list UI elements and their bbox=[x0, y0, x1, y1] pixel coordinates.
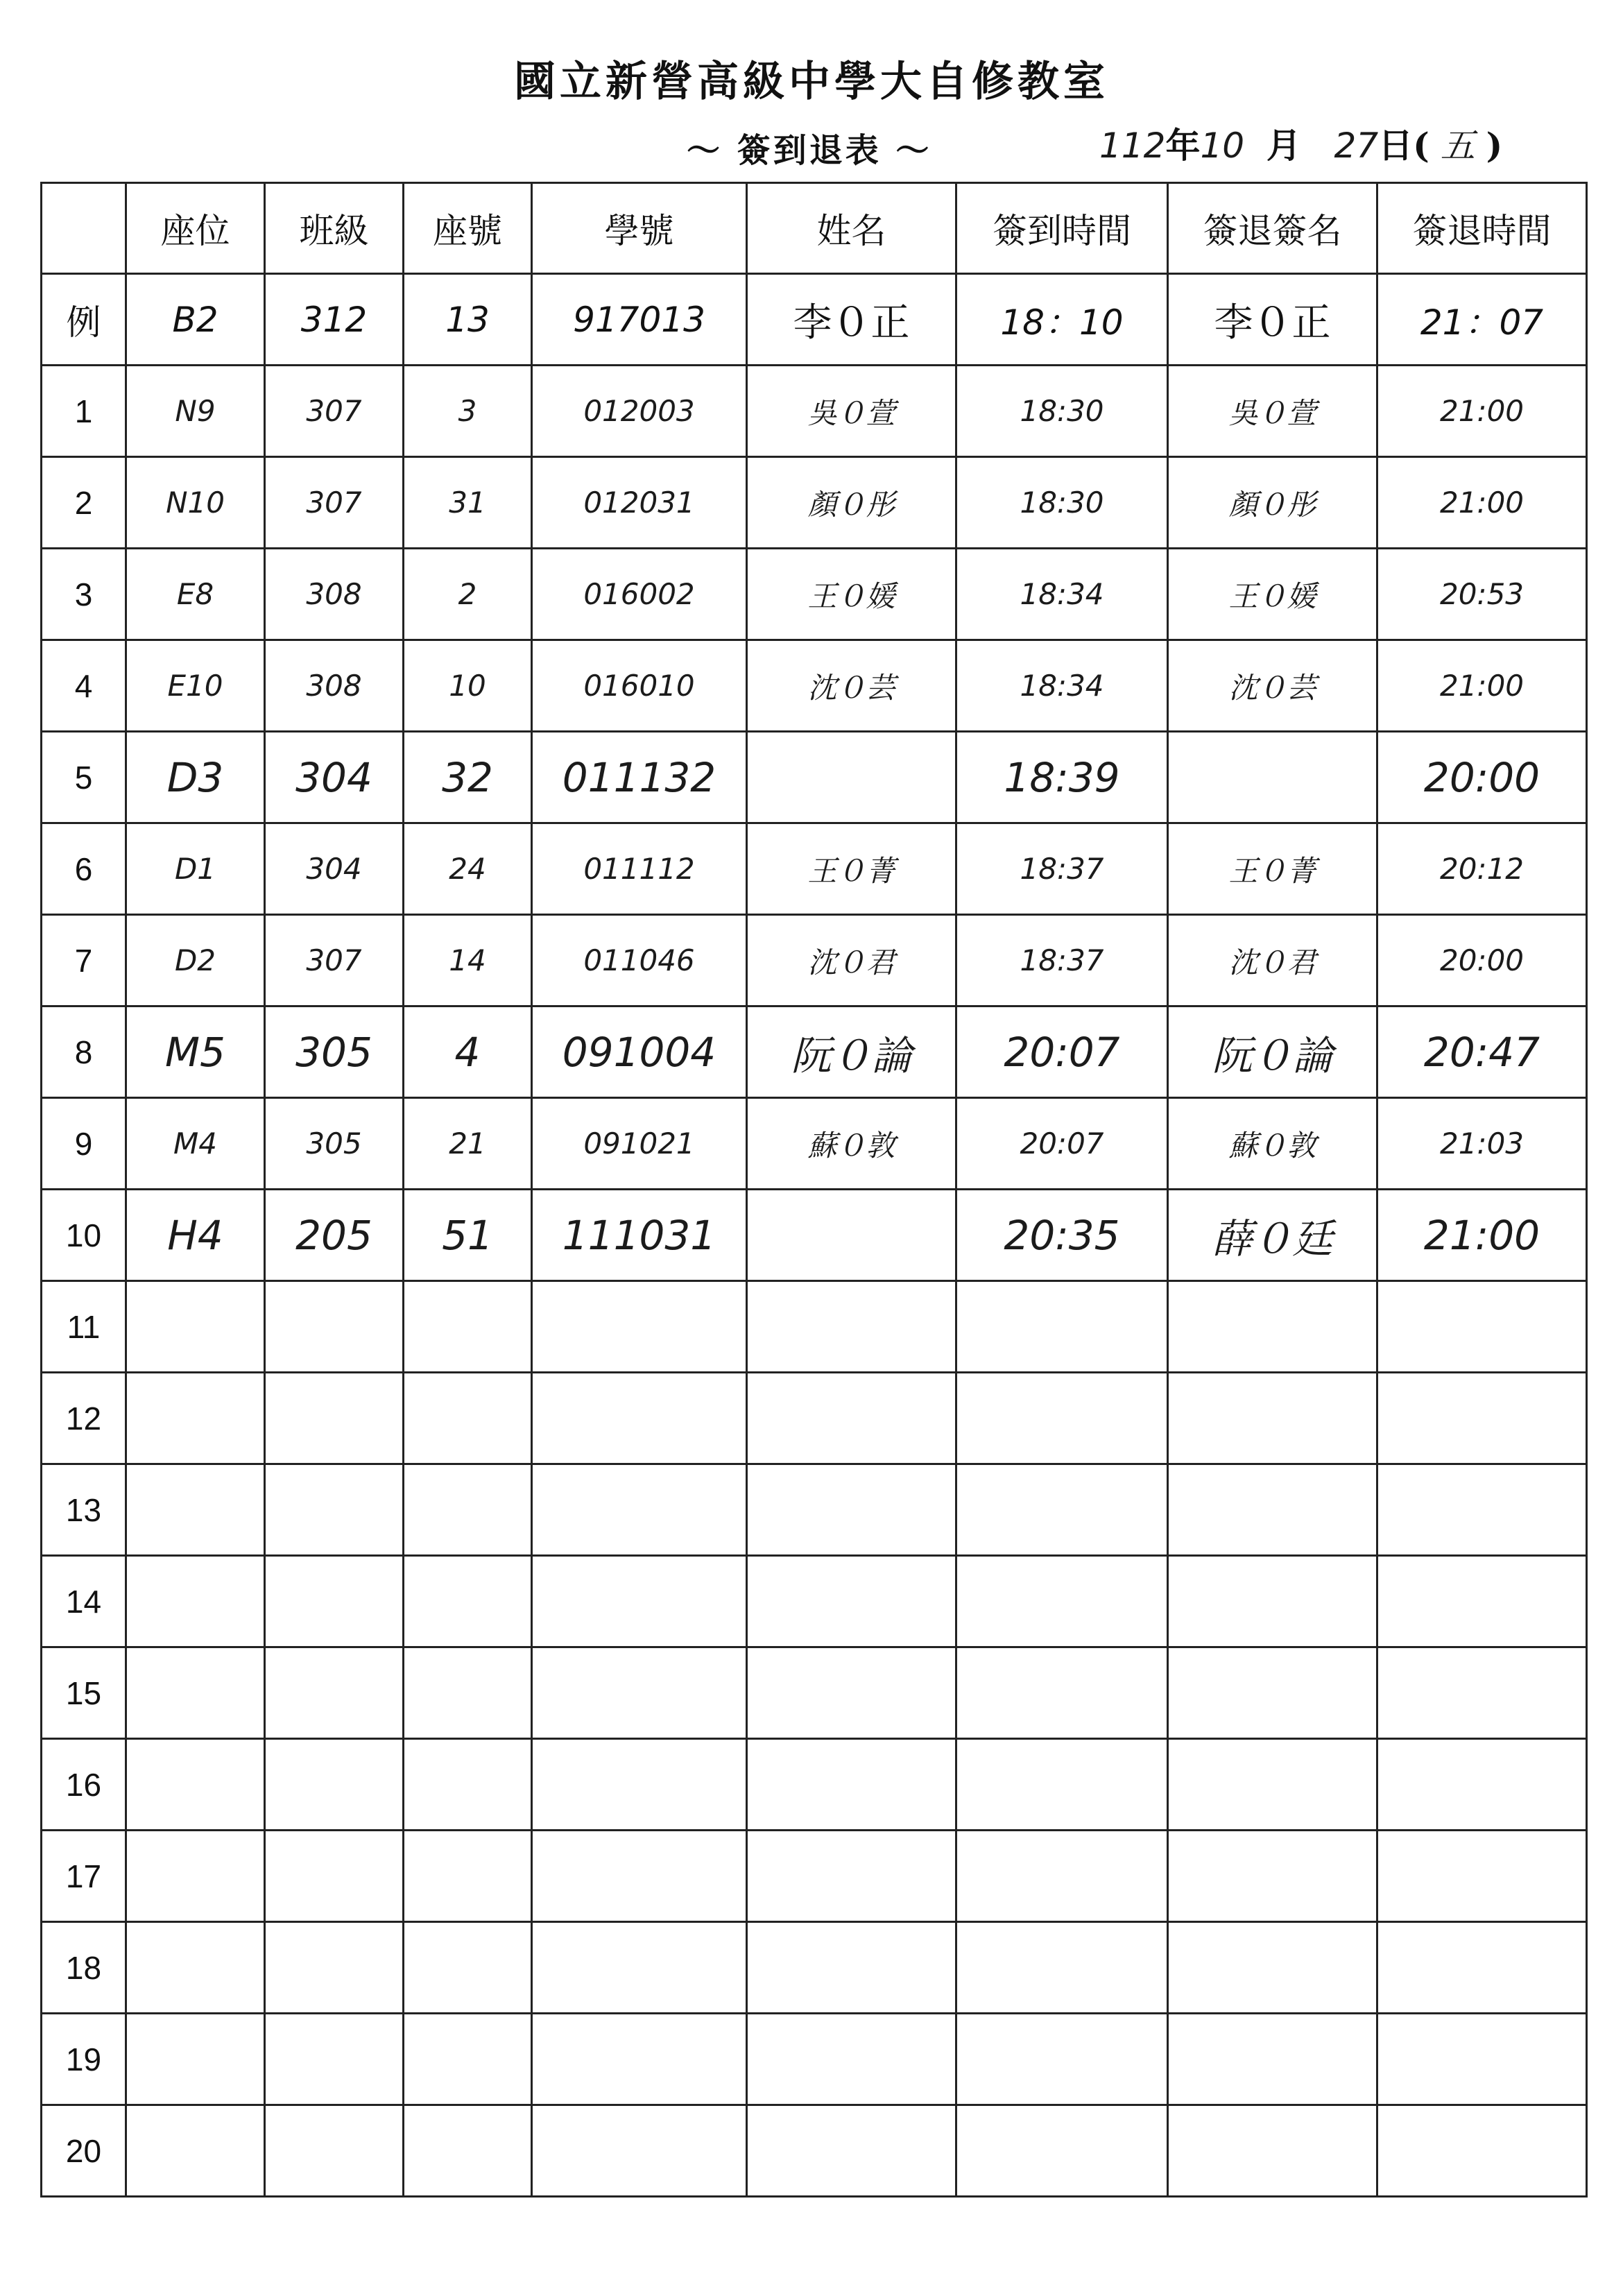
sign-out-signature-cell bbox=[1168, 1373, 1377, 1464]
sign-out-time-cell: 20:53 bbox=[1377, 549, 1587, 640]
header-seat: 座位 bbox=[126, 183, 265, 274]
table-row bbox=[42, 549, 1587, 640]
row-number: 7 bbox=[42, 915, 126, 1006]
row-number: 8 bbox=[42, 1006, 126, 1098]
example-sign-out-name: 李０正 bbox=[1168, 274, 1377, 366]
student-id-cell: 011132 bbox=[532, 732, 747, 823]
row-number: 6 bbox=[42, 823, 126, 915]
student-id-cell bbox=[532, 1647, 747, 1739]
sign-out-time-cell bbox=[1377, 1556, 1587, 1647]
sign-in-time-cell bbox=[956, 1647, 1168, 1739]
row-number: 17 bbox=[42, 1831, 126, 1922]
name-cell bbox=[747, 2014, 956, 2105]
seat-cell bbox=[126, 1373, 265, 1464]
sign-in-time-cell bbox=[956, 1373, 1168, 1464]
sign-in-time-cell bbox=[956, 1464, 1168, 1556]
seat-cell bbox=[126, 1922, 265, 2014]
sign-out-signature-cell bbox=[1168, 1922, 1377, 2014]
class-cell: 308 bbox=[265, 549, 404, 640]
seat-number-cell: 24 bbox=[404, 823, 532, 915]
seat-number-cell bbox=[404, 1831, 532, 1922]
seat-number-cell bbox=[404, 1373, 532, 1464]
sign-in-time-cell: 18:30 bbox=[956, 457, 1168, 549]
table-header-row bbox=[42, 183, 1587, 274]
sign-in-table bbox=[40, 182, 1588, 2198]
seat-number-cell bbox=[404, 1739, 532, 1831]
date-weekday-open: ( bbox=[1413, 125, 1429, 166]
table-row bbox=[42, 1556, 1587, 1647]
sign-out-signature-cell bbox=[1168, 1647, 1377, 1739]
header-name: 姓名 bbox=[747, 183, 956, 274]
sign-out-time-cell: 20:00 bbox=[1377, 732, 1587, 823]
table-row bbox=[42, 915, 1587, 1006]
sign-out-signature-cell: 蘇０敦 bbox=[1168, 1098, 1377, 1190]
sign-out-signature-cell: 阮０論 bbox=[1168, 1006, 1377, 1098]
seat-number-cell bbox=[404, 1464, 532, 1556]
header-number: 座號 bbox=[404, 183, 532, 274]
sign-in-time-cell bbox=[956, 2105, 1168, 2197]
sign-out-signature-cell: 沈０芸 bbox=[1168, 640, 1377, 732]
seat-cell bbox=[126, 2014, 265, 2105]
sign-out-signature-cell bbox=[1168, 732, 1377, 823]
sign-out-time-cell bbox=[1377, 1281, 1587, 1373]
example-sign-out-time: 21：07 bbox=[1377, 274, 1587, 366]
row-number: 2 bbox=[42, 457, 126, 549]
student-id-cell bbox=[532, 2105, 747, 2197]
seat-number-cell bbox=[404, 1281, 532, 1373]
seat-number-cell bbox=[404, 1556, 532, 1647]
name-cell: 阮０論 bbox=[747, 1006, 956, 1098]
date-month: 10 bbox=[1200, 126, 1245, 166]
sign-in-time-cell: 18:39 bbox=[956, 732, 1168, 823]
header-blank bbox=[42, 183, 126, 274]
student-id-cell bbox=[532, 2014, 747, 2105]
row-number: 3 bbox=[42, 549, 126, 640]
seat-cell: N9 bbox=[126, 366, 265, 457]
student-id-cell: 012003 bbox=[532, 366, 747, 457]
sign-out-time-cell bbox=[1377, 1647, 1587, 1739]
table-row bbox=[42, 1647, 1587, 1739]
class-cell bbox=[265, 1922, 404, 2014]
class-cell: 305 bbox=[265, 1098, 404, 1190]
table-row bbox=[42, 1006, 1587, 1098]
seat-number-cell bbox=[404, 1922, 532, 2014]
class-cell bbox=[265, 1739, 404, 1831]
name-cell bbox=[747, 1922, 956, 2014]
student-id-cell bbox=[532, 1739, 747, 1831]
seat-number-cell bbox=[404, 1647, 532, 1739]
name-cell bbox=[747, 1739, 956, 1831]
sign-in-time-cell bbox=[956, 1739, 1168, 1831]
name-cell bbox=[747, 732, 956, 823]
example-row bbox=[42, 274, 1587, 366]
sign-out-signature-cell: 薛０廷 bbox=[1168, 1190, 1377, 1281]
student-id-cell: 011112 bbox=[532, 823, 747, 915]
date-year: 112 bbox=[1099, 126, 1166, 166]
sign-in-time-cell bbox=[956, 1281, 1168, 1373]
sign-in-time-cell: 18:30 bbox=[956, 366, 1168, 457]
example-sign-in: 18：10 bbox=[956, 274, 1168, 366]
table-row bbox=[42, 366, 1587, 457]
seat-cell: D1 bbox=[126, 823, 265, 915]
date-day: 27 bbox=[1334, 126, 1379, 166]
seat-number-cell: 51 bbox=[404, 1190, 532, 1281]
sign-in-time-cell: 20:07 bbox=[956, 1006, 1168, 1098]
header-class: 班級 bbox=[265, 183, 404, 274]
name-cell bbox=[747, 2105, 956, 2197]
sign-out-signature-cell bbox=[1168, 1281, 1377, 1373]
row-number: 15 bbox=[42, 1647, 126, 1739]
seat-cell: N10 bbox=[126, 457, 265, 549]
sign-out-time-cell: 21:00 bbox=[1377, 457, 1587, 549]
seat-number-cell: 31 bbox=[404, 457, 532, 549]
class-cell: 308 bbox=[265, 640, 404, 732]
header-student-id: 學號 bbox=[532, 183, 747, 274]
row-number: 5 bbox=[42, 732, 126, 823]
seat-number-cell bbox=[404, 2105, 532, 2197]
sign-out-signature-cell: 顏０彤 bbox=[1168, 457, 1377, 549]
class-cell: 205 bbox=[265, 1190, 404, 1281]
name-cell: 蘇０敦 bbox=[747, 1098, 956, 1190]
header-sign-out-time: 簽退時間 bbox=[1377, 183, 1587, 274]
name-cell bbox=[747, 1464, 956, 1556]
name-cell bbox=[747, 1373, 956, 1464]
class-cell: 304 bbox=[265, 732, 404, 823]
document-subtitle: ～ 簽到退表 ～ bbox=[687, 131, 932, 170]
row-number: 13 bbox=[42, 1464, 126, 1556]
sign-out-time-cell bbox=[1377, 1831, 1587, 1922]
row-number: 18 bbox=[42, 1922, 126, 2014]
sign-out-time-cell: 21:00 bbox=[1377, 366, 1587, 457]
sign-out-time-cell bbox=[1377, 1739, 1587, 1831]
seat-cell: E8 bbox=[126, 549, 265, 640]
table-row bbox=[42, 1190, 1587, 1281]
example-name: 李０正 bbox=[747, 274, 956, 366]
student-id-cell: 091004 bbox=[532, 1006, 747, 1098]
student-id-cell: 011046 bbox=[532, 915, 747, 1006]
seat-number-cell: 10 bbox=[404, 640, 532, 732]
name-cell: 沈０芸 bbox=[747, 640, 956, 732]
name-cell bbox=[747, 1190, 956, 1281]
student-id-cell bbox=[532, 1556, 747, 1647]
class-cell bbox=[265, 1647, 404, 1739]
sign-out-signature-cell bbox=[1168, 1556, 1377, 1647]
date-day-label: 日 bbox=[1378, 125, 1414, 166]
seat-cell bbox=[126, 1831, 265, 1922]
table-row bbox=[42, 457, 1587, 549]
name-cell bbox=[747, 1647, 956, 1739]
row-number: 20 bbox=[42, 2105, 126, 2197]
seat-cell bbox=[126, 1281, 265, 1373]
class-cell bbox=[265, 1281, 404, 1373]
sign-in-time-cell: 18:34 bbox=[956, 549, 1168, 640]
class-cell: 307 bbox=[265, 366, 404, 457]
class-cell bbox=[265, 2105, 404, 2197]
table-row bbox=[42, 1373, 1587, 1464]
sign-out-time-cell bbox=[1377, 1922, 1587, 2014]
row-number: 1 bbox=[42, 366, 126, 457]
row-number: 11 bbox=[42, 1281, 126, 1373]
table-row bbox=[42, 2014, 1587, 2105]
seat-cell bbox=[126, 2105, 265, 2197]
student-id-cell: 016002 bbox=[532, 549, 747, 640]
class-cell: 305 bbox=[265, 1006, 404, 1098]
name-cell bbox=[747, 1831, 956, 1922]
table-row bbox=[42, 640, 1587, 732]
name-cell bbox=[747, 1556, 956, 1647]
date-weekday: 五 bbox=[1440, 126, 1475, 166]
sign-in-time-cell: 18:37 bbox=[956, 823, 1168, 915]
sign-out-time-cell bbox=[1377, 2105, 1587, 2197]
table-row bbox=[42, 1739, 1587, 1831]
student-id-cell bbox=[532, 1281, 747, 1373]
sign-out-signature-cell bbox=[1168, 1831, 1377, 1922]
table-row bbox=[42, 1831, 1587, 1922]
sign-out-signature-cell bbox=[1168, 2105, 1377, 2197]
sign-in-time-cell bbox=[956, 1556, 1168, 1647]
class-cell bbox=[265, 1373, 404, 1464]
sign-out-signature-cell bbox=[1168, 2014, 1377, 2105]
sign-out-signature-cell: 吳０萱 bbox=[1168, 366, 1377, 457]
name-cell: 沈０君 bbox=[747, 915, 956, 1006]
seat-cell: M5 bbox=[126, 1006, 265, 1098]
date-month-label: 月 bbox=[1266, 125, 1301, 166]
name-cell bbox=[747, 1281, 956, 1373]
seat-cell: D2 bbox=[126, 915, 265, 1006]
sign-in-time-cell: 18:37 bbox=[956, 915, 1168, 1006]
sign-in-time-cell: 20:07 bbox=[956, 1098, 1168, 1190]
sign-out-signature-cell bbox=[1168, 1739, 1377, 1831]
sign-out-time-cell bbox=[1377, 1464, 1587, 1556]
table-row bbox=[42, 1281, 1587, 1373]
sign-out-time-cell bbox=[1377, 2014, 1587, 2105]
sign-in-time-cell bbox=[956, 2014, 1168, 2105]
student-id-cell bbox=[532, 1464, 747, 1556]
seat-number-cell: 3 bbox=[404, 366, 532, 457]
sign-out-time-cell: 20:12 bbox=[1377, 823, 1587, 915]
class-cell bbox=[265, 1556, 404, 1647]
row-number: 19 bbox=[42, 2014, 126, 2105]
sign-in-time-cell: 20:35 bbox=[956, 1190, 1168, 1281]
seat-number-cell: 2 bbox=[404, 549, 532, 640]
seat-number-cell: 4 bbox=[404, 1006, 532, 1098]
seat-number-cell: 32 bbox=[404, 732, 532, 823]
sign-out-signature-cell bbox=[1168, 1464, 1377, 1556]
seat-cell bbox=[126, 1464, 265, 1556]
row-number: 14 bbox=[42, 1556, 126, 1647]
name-cell: 吳０萱 bbox=[747, 366, 956, 457]
date-line bbox=[1099, 118, 1502, 168]
row-number: 16 bbox=[42, 1739, 126, 1831]
student-id-cell: 111031 bbox=[532, 1190, 747, 1281]
seat-number-cell: 14 bbox=[404, 915, 532, 1006]
seat-cell bbox=[126, 1739, 265, 1831]
table-body bbox=[42, 274, 1587, 2197]
seat-number-cell: 21 bbox=[404, 1098, 532, 1190]
header-sign-in-time: 簽到時間 bbox=[956, 183, 1168, 274]
date-year-label: 年 bbox=[1165, 125, 1201, 166]
class-cell: 304 bbox=[265, 823, 404, 915]
student-id-cell bbox=[532, 1922, 747, 2014]
seat-cell: H4 bbox=[126, 1190, 265, 1281]
class-cell: 307 bbox=[265, 457, 404, 549]
student-id-cell: 016010 bbox=[532, 640, 747, 732]
row-number: 12 bbox=[42, 1373, 126, 1464]
class-cell bbox=[265, 2014, 404, 2105]
example-label: 例 bbox=[42, 274, 126, 366]
date-weekday-close: ) bbox=[1486, 125, 1503, 166]
sign-in-time-cell bbox=[956, 1831, 1168, 1922]
document-title: 國立新營高級中學大自修教室 bbox=[514, 58, 1109, 106]
row-number: 4 bbox=[42, 640, 126, 732]
row-number: 10 bbox=[42, 1190, 126, 1281]
sign-out-signature-cell: 王０媛 bbox=[1168, 549, 1377, 640]
example-class: 312 bbox=[265, 274, 404, 366]
seat-cell: E10 bbox=[126, 640, 265, 732]
sign-in-time-cell: 18:34 bbox=[956, 640, 1168, 732]
sign-out-time-cell: 20:00 bbox=[1377, 915, 1587, 1006]
table-row bbox=[42, 2105, 1587, 2197]
row-number: 9 bbox=[42, 1098, 126, 1190]
table-row bbox=[42, 1922, 1587, 2014]
seat-cell: M4 bbox=[126, 1098, 265, 1190]
sign-out-time-cell: 20:47 bbox=[1377, 1006, 1587, 1098]
student-id-cell: 091021 bbox=[532, 1098, 747, 1190]
sign-out-time-cell: 21:00 bbox=[1377, 640, 1587, 732]
header-sign-out-signature: 簽退簽名 bbox=[1168, 183, 1377, 274]
student-id-cell bbox=[532, 1831, 747, 1922]
example-number: 13 bbox=[404, 274, 532, 366]
class-cell: 307 bbox=[265, 915, 404, 1006]
name-cell: 王０媛 bbox=[747, 549, 956, 640]
table-row bbox=[42, 1098, 1587, 1190]
class-cell bbox=[265, 1831, 404, 1922]
seat-number-cell bbox=[404, 2014, 532, 2105]
student-id-cell bbox=[532, 1373, 747, 1464]
sign-out-signature-cell: 沈０君 bbox=[1168, 915, 1377, 1006]
example-student-id: 917013 bbox=[532, 274, 747, 366]
sign-in-time-cell bbox=[956, 1922, 1168, 2014]
table-row bbox=[42, 1464, 1587, 1556]
example-seat: B2 bbox=[126, 274, 265, 366]
class-cell bbox=[265, 1464, 404, 1556]
name-cell: 顏０彤 bbox=[747, 457, 956, 549]
seat-cell: D3 bbox=[126, 732, 265, 823]
student-id-cell: 012031 bbox=[532, 457, 747, 549]
table-row bbox=[42, 823, 1587, 915]
table-row bbox=[42, 732, 1587, 823]
seat-cell bbox=[126, 1556, 265, 1647]
name-cell: 王０菁 bbox=[747, 823, 956, 915]
seat-cell bbox=[126, 1647, 265, 1739]
sign-out-time-cell: 21:00 bbox=[1377, 1190, 1587, 1281]
sign-out-signature-cell: 王０菁 bbox=[1168, 823, 1377, 915]
sign-out-time-cell: 21:03 bbox=[1377, 1098, 1587, 1190]
sign-out-time-cell bbox=[1377, 1373, 1587, 1464]
